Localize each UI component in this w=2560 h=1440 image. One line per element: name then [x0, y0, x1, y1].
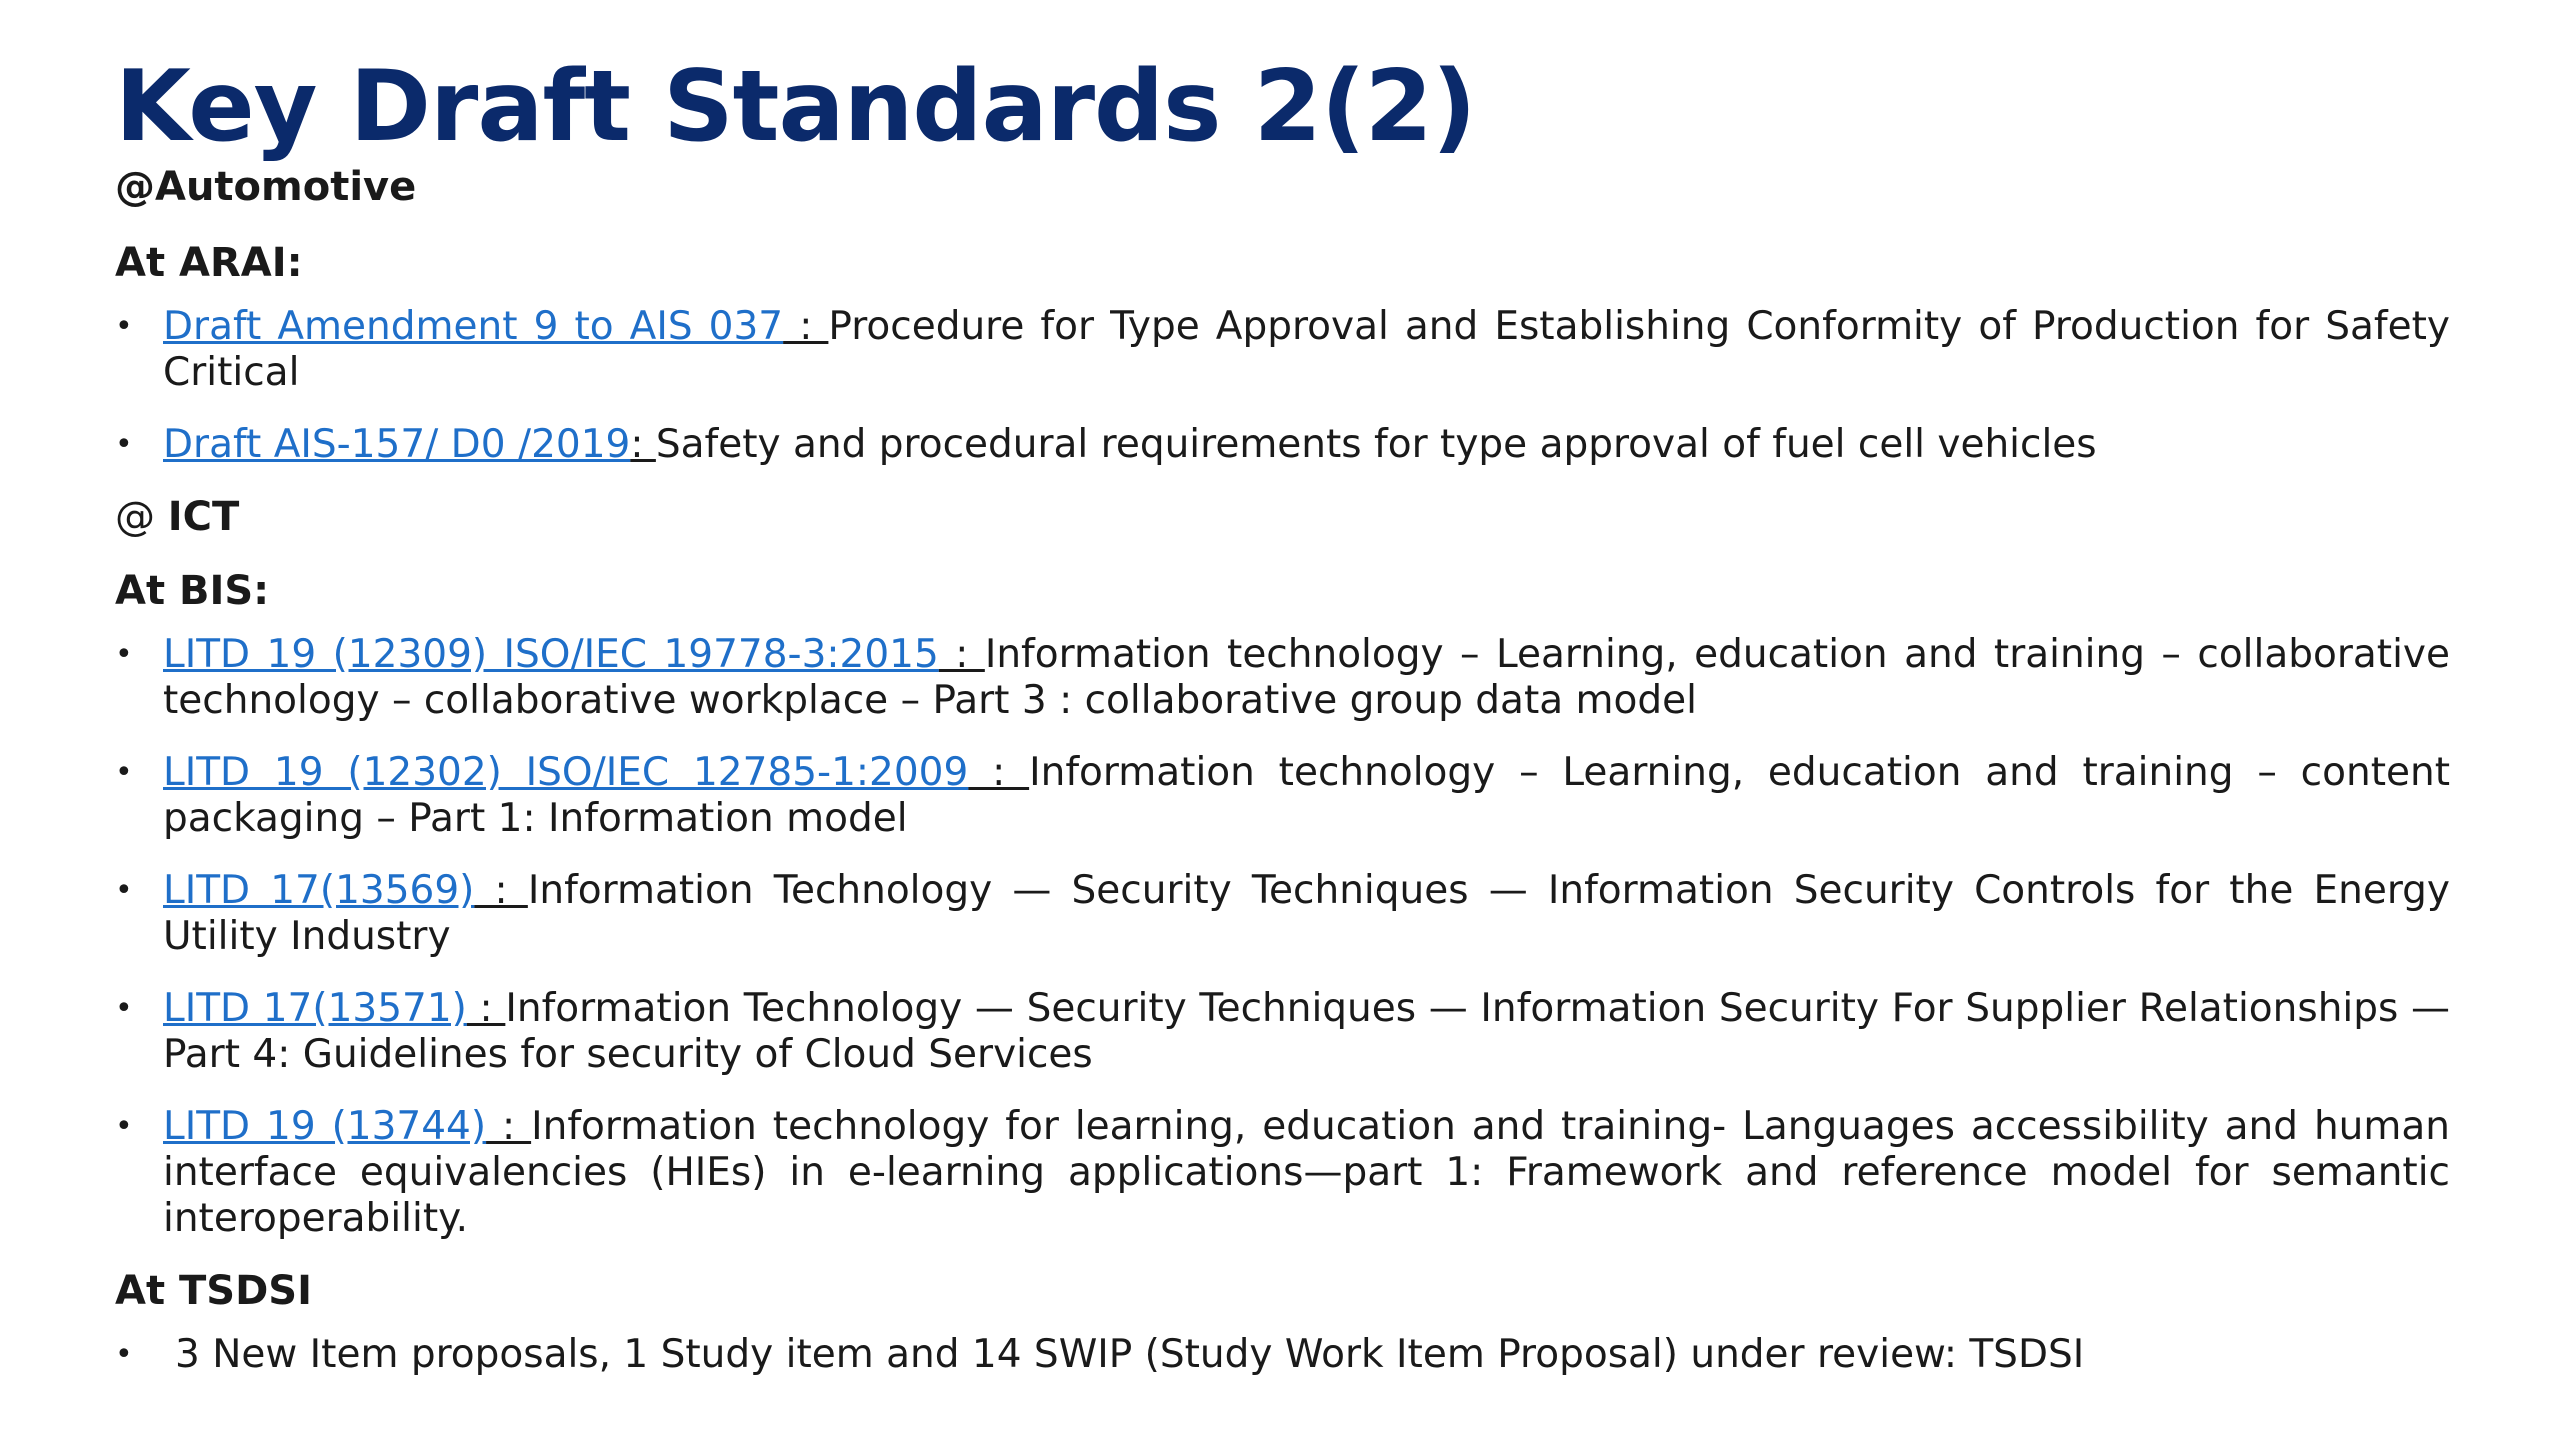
- link-separator: :: [474, 868, 528, 913]
- link-separator: :: [466, 986, 506, 1031]
- link-separator: :: [486, 1104, 532, 1149]
- section-heading-arai: At ARAI:: [115, 240, 303, 286]
- link-draft-ais-157[interactable]: Draft AIS-157/ D0 /2019: [163, 422, 631, 467]
- item-description: Information Technology — Security Techniques — Information Security Controls for the Energy Utility Industry: [163, 868, 2451, 959]
- link-litd-17-13571[interactable]: LITD 17(13571): [163, 986, 467, 1031]
- section-heading-tsdsi: At TSDSI: [115, 1268, 312, 1314]
- arai-list: [115, 304, 2450, 468]
- ict-label: ICT: [167, 494, 240, 540]
- section-heading-ict: [115, 494, 2450, 540]
- link-draft-amendment-9-ais-037[interactable]: Draft Amendment 9 to AIS 037: [163, 304, 784, 349]
- link-separator: :: [630, 422, 656, 467]
- bullet-icon: •: [115, 309, 133, 344]
- item-description: Information Technology — Security Techniques — Information Security For Supplier Relationships — Part 4: Guidelines for security of Cloud Services: [163, 986, 2450, 1077]
- link-litd-19-12309[interactable]: LITD 19 (12309) ISO/IEC 19778-3:2015: [163, 632, 939, 677]
- link-separator: :: [938, 632, 985, 677]
- bullet-icon: •: [115, 1337, 133, 1372]
- section-heading-bis: At BIS:: [115, 568, 270, 614]
- item-description: Procedure for Type Approval and Establishing Conformity of Production for Safety Critical: [163, 304, 2450, 395]
- item-description: Information technology for learning, education and training- Languages accessibility and human interface equivalencies (HIEs) in e-learning applications—part 1: Framework and reference model for semantic interoperability.: [163, 1104, 2451, 1241]
- item-description: Information technology – Learning, education and training – collaborative technology – collaborative workplace – Part 3 : collaborative group data model: [163, 632, 2450, 723]
- bullet-icon: •: [115, 755, 133, 790]
- item-description: Information technology – Learning, education and training – content packaging – Part 1: Information model: [163, 750, 2450, 841]
- subtitle-automotive: @Automotive: [115, 164, 417, 210]
- tsdsi-list: [115, 1332, 2450, 1378]
- link-separator: :: [783, 304, 829, 349]
- link-separator: :: [968, 750, 1030, 795]
- link-litd-19-13744[interactable]: LITD 19 (13744): [163, 1104, 487, 1149]
- list-item-bis-1: [115, 632, 2450, 724]
- list-item-bis-4: [115, 986, 2450, 1078]
- page-title: Key Draft Standards 2(2): [115, 50, 1476, 164]
- bullet-icon: •: [115, 873, 133, 908]
- bullet-icon: •: [115, 1109, 133, 1144]
- at-symbol: @: [115, 494, 155, 540]
- bullet-icon: •: [115, 637, 133, 672]
- item-description: Safety and procedural requirements for type approval of fuel cell vehicles: [655, 422, 2097, 467]
- list-item-arai-1: [115, 304, 2450, 396]
- bis-list: [115, 632, 2450, 1242]
- bullet-icon: •: [115, 427, 133, 462]
- list-item-bis-2: [115, 750, 2450, 842]
- link-litd-17-13569[interactable]: LITD 17(13569): [163, 868, 475, 913]
- list-item-bis-5: [115, 1104, 2450, 1242]
- list-item-arai-2: [115, 422, 2450, 468]
- bullet-icon: •: [115, 991, 133, 1026]
- item-description: 3 New Item proposals, 1 Study item and 14 SWIP (Study Work Item Proposal) under review: TSDSI: [175, 1332, 2085, 1377]
- link-litd-19-12302[interactable]: LITD 19 (12302) ISO/IEC 12785-1:2009: [163, 750, 969, 795]
- list-item-tsdsi-1: [115, 1332, 2450, 1378]
- list-item-bis-3: [115, 868, 2450, 960]
